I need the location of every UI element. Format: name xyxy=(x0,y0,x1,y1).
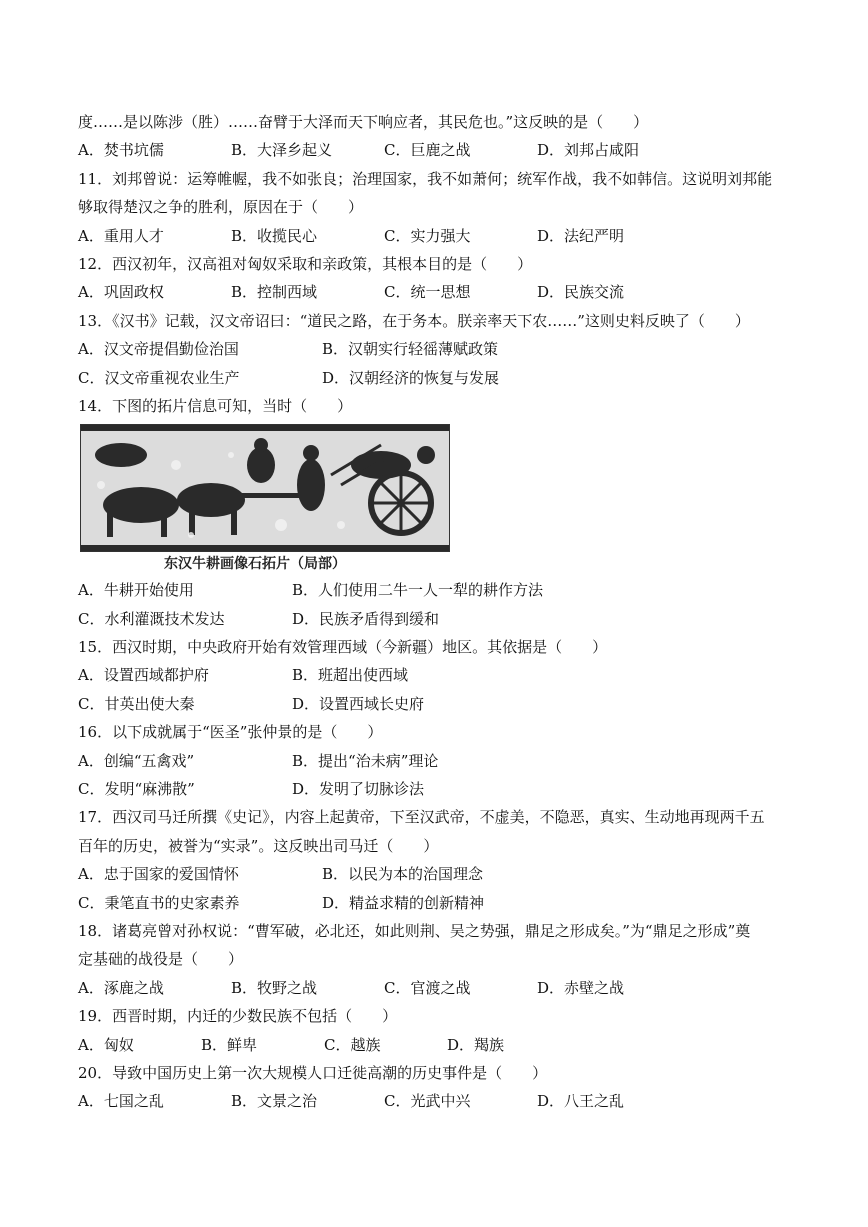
q15-option-d[interactable]: D．设置西域长史府 xyxy=(292,694,425,713)
q10-option-c[interactable]: C．巨鹿之战 xyxy=(384,141,471,160)
q13-option-b[interactable]: B．汉朝实行轻徭薄赋政策 xyxy=(322,340,499,359)
q15-option-a[interactable]: A．设置西域都护府 xyxy=(78,666,209,685)
q18-option-a[interactable]: A．涿鹿之战 xyxy=(78,978,164,997)
q17-option-a[interactable]: A．忠于国家的爱国情怀 xyxy=(78,865,239,884)
q12-options xyxy=(78,278,798,306)
q13-option-a[interactable]: A．汉文帝提倡勤俭治国 xyxy=(78,340,239,359)
q11-stem-line2: 够取得楚汉之争的胜利，原因在于（ ） xyxy=(78,198,364,217)
q14-options-row1 xyxy=(78,576,798,604)
q15-options-row2 xyxy=(78,690,798,718)
q16-option-b[interactable]: B．提出“治未病”理论 xyxy=(292,751,439,770)
q18-option-c[interactable]: C．官渡之战 xyxy=(384,978,471,997)
q15-options-row1 xyxy=(78,661,798,689)
q19-options xyxy=(78,1031,798,1059)
q17-stem-line1: 17．西汉司马迁所撰《史记》，内容上起黄帝，下至汉武帝，不虚美，不隐恶，真实、生动地再现两千五 xyxy=(78,808,765,827)
q16-options-row1 xyxy=(78,747,798,775)
q19-option-a[interactable]: A．匈奴 xyxy=(78,1035,134,1054)
q17-options-row1 xyxy=(78,860,798,888)
q14-option-c[interactable]: C．水利灌溉技术发达 xyxy=(78,609,225,628)
q16-option-a[interactable]: A．创编“五禽戏” xyxy=(78,751,195,770)
q18-stem-line1: 18．诸葛亮曾对孙权说：“曹军破，必北还，如此则荆、吴之势强，鼎足之形成矣。”为“鼎足之形成”奠 xyxy=(78,921,751,940)
q14-figure xyxy=(80,424,798,576)
q18-stem-line2: 定基础的战役是（ ） xyxy=(78,950,244,969)
q20-option-c[interactable]: C．光武中兴 xyxy=(384,1092,471,1111)
q20-options xyxy=(78,1087,798,1115)
q20-option-a[interactable]: A．七国之乱 xyxy=(78,1092,164,1111)
q17-option-d[interactable]: D．精益求精的创新精神 xyxy=(322,893,485,912)
q10-option-d[interactable]: D．刘邦占咸阳 xyxy=(537,141,640,160)
q10-option-b[interactable]: B．大泽乡起义 xyxy=(231,141,333,160)
q19-option-b[interactable]: B．鲜卑 xyxy=(201,1035,258,1054)
q18-option-b[interactable]: B．牧野之战 xyxy=(231,978,318,997)
q18-option-d[interactable]: D．赤壁之战 xyxy=(537,978,625,997)
q17-stem-line2: 百年的历史，被誉为“实录”。这反映出司马迁（ ） xyxy=(78,836,439,855)
q18-options xyxy=(78,974,798,1002)
q11-options xyxy=(78,222,798,250)
q17-option-c[interactable]: C．秉笔直书的史家素养 xyxy=(78,893,240,912)
q16-option-c[interactable]: C．发明“麻沸散” xyxy=(78,780,195,799)
q19-option-d[interactable]: D．羯族 xyxy=(447,1035,505,1054)
q12-stem: 12．西汉初年，汉高祖对匈奴采取和亲政策，其根本目的是（ ） xyxy=(78,254,533,273)
q11-option-b[interactable]: B．收揽民心 xyxy=(231,226,318,245)
q15-option-c[interactable]: C．甘英出使大秦 xyxy=(78,694,195,713)
figure-caption: 东汉牛耕画像石拓片（局部） xyxy=(164,556,346,573)
q20-stem: 20．导致中国历史上第一次大规模人口迁徙高潮的历史事件是（ ） xyxy=(78,1063,548,1082)
q13-stem: 13．《汉书》记载，汉文帝诏曰：“道民之路，在于务本。朕亲率天下农……”这则史料反映了（ ） xyxy=(78,311,750,330)
q13-options-row2 xyxy=(78,364,798,392)
q13-option-d[interactable]: D．汉朝经济的恢复与发展 xyxy=(322,368,500,387)
q10-option-a[interactable]: A．焚书坑儒 xyxy=(78,141,164,160)
q11-option-a[interactable]: A．重用人才 xyxy=(78,226,164,245)
q13-option-c[interactable]: C．汉文帝重视农业生产 xyxy=(78,368,240,387)
exam-page xyxy=(78,108,798,1116)
stone-rubbing-image xyxy=(80,424,450,552)
q16-stem: 16．以下成就属于“医圣”张仲景的是（ ） xyxy=(78,723,383,742)
q12-option-a[interactable]: A．巩固政权 xyxy=(78,283,164,302)
q14-option-d[interactable]: D．民族矛盾得到缓和 xyxy=(292,609,440,628)
q11-option-d[interactable]: D．法纪严明 xyxy=(537,226,625,245)
q15-stem: 15．西汉时期，中央政府开始有效管理西域（今新疆）地区。其依据是（ ） xyxy=(78,638,608,657)
q19-option-c[interactable]: C．越族 xyxy=(324,1035,381,1054)
q12-option-c[interactable]: C．统一思想 xyxy=(384,283,471,302)
q14-stem: 14．下图的拓片信息可知，当时（ ） xyxy=(78,396,353,415)
q10-options xyxy=(78,136,798,164)
q14-option-b[interactable]: B．人们使用二牛一人一犁的耕作方法 xyxy=(292,581,544,600)
q16-options-row2 xyxy=(78,775,798,803)
q13-options-row1 xyxy=(78,335,798,363)
q17-option-b[interactable]: B．以民为本的治国理念 xyxy=(322,865,484,884)
q17-options-row2 xyxy=(78,889,798,917)
q19-stem: 19．西晋时期，内迁的少数民族不包括（ ） xyxy=(78,1007,398,1026)
q14-option-a[interactable]: A．牛耕开始使用 xyxy=(78,581,194,600)
q14-options-row2 xyxy=(78,605,798,633)
q11-stem-line1: 11．刘邦曾说：运筹帷幄，我不如张良；治理国家，我不如萧何；统军作战，我不如韩信。这说明刘邦能 xyxy=(78,169,773,188)
q20-option-d[interactable]: D．八王之乱 xyxy=(537,1092,625,1111)
q10-stem: 度……是以陈涉（胜）……奋臂于大泽而天下响应者，其民危也。”这反映的是（ ） xyxy=(78,113,649,131)
q12-option-d[interactable]: D．民族交流 xyxy=(537,283,625,302)
q20-option-b[interactable]: B．文景之治 xyxy=(231,1092,318,1111)
q16-option-d[interactable]: D．发明了切脉诊法 xyxy=(292,780,425,799)
q12-option-b[interactable]: B．控制西域 xyxy=(231,283,318,302)
q11-option-c[interactable]: C．实力强大 xyxy=(384,226,471,245)
q15-option-b[interactable]: B．班超出使西域 xyxy=(292,666,409,685)
